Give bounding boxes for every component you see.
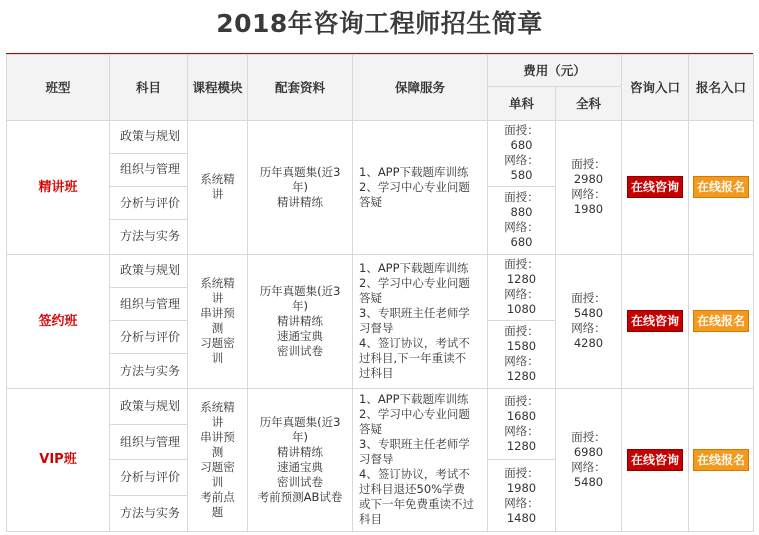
consult-button[interactable]: 在线咨询 (627, 310, 683, 332)
class-name: VIP班 (7, 388, 110, 531)
subject-cell: 政策与规划 (110, 120, 188, 153)
single-price-cell: 面授： 680 网络： 580 (488, 120, 556, 187)
enrollment-table (6, 54, 754, 532)
subject-cell: 分析与评价 (110, 460, 188, 495)
consult-cell (622, 254, 689, 388)
single-price-cell: 面授： 1980 网络： 1480 (488, 460, 556, 532)
subject-cell: 组织与管理 (110, 153, 188, 186)
single-price-cell: 面授： 1680 网络： 1280 (488, 388, 556, 460)
service-cell: 1、APP下载题库训练 2、学习中心专业问题 答疑 3、专职班主任老师学 习督导 4、签订协议，考试不 过科目退还50%学费 或下一年免费重读不过 科目 (353, 388, 488, 531)
subject-cell: 组织与管理 (110, 424, 188, 459)
subject-cell: 政策与规划 (110, 388, 188, 424)
enrollment-table-wrapper (6, 54, 753, 532)
full-price-cell: 面授： 5480 网络： 4280 (556, 254, 622, 388)
header-class-type: 班型 (7, 55, 110, 121)
class-name: 精讲班 (7, 120, 110, 254)
header-module: 课程模块 (188, 55, 248, 121)
materials-cell: 历年真题集(近3 年) 精讲精练 (248, 120, 353, 254)
module-cell: 系统精 讲 (188, 120, 248, 254)
single-price-cell: 面授： 1580 网络： 1280 (488, 321, 556, 389)
signup-button[interactable]: 在线报名 (693, 449, 749, 471)
header-materials: 配套资料 (248, 55, 353, 121)
single-price-cell: 面授： 880 网络： 680 (488, 187, 556, 255)
service-cell: 1、APP下载题库训练 2、学习中心专业问题 答疑 (353, 120, 488, 254)
header-fee: 费用（元） (488, 55, 622, 87)
consult-cell (622, 120, 689, 254)
subject-cell: 分析与评价 (110, 187, 188, 220)
materials-cell: 历年真题集(近3 年) 精讲精练 速通宝典 密训试卷 (248, 254, 353, 388)
header-service: 保障服务 (353, 55, 488, 121)
subject-cell: 分析与评价 (110, 321, 188, 354)
consult-button[interactable]: 在线咨询 (627, 449, 683, 471)
subject-cell: 政策与规划 (110, 254, 188, 287)
subject-cell: 方法与实务 (110, 220, 188, 254)
header-consult: 咨询入口 (622, 55, 689, 121)
header-single: 单科 (488, 87, 556, 120)
consult-button[interactable]: 在线咨询 (627, 176, 683, 198)
subject-cell: 组织与管理 (110, 287, 188, 320)
page-title: 2018年咨询工程师招生简章 (216, 9, 543, 38)
signup-cell (689, 388, 754, 531)
subject-cell: 方法与实务 (110, 354, 188, 388)
full-price-cell: 面授： 2980 网络： 1980 (556, 120, 622, 254)
consult-cell (622, 388, 689, 531)
header-full: 全科 (556, 87, 622, 120)
class-name: 签约班 (7, 254, 110, 388)
module-cell: 系统精 讲 串讲预 测 习题密 训 (188, 254, 248, 388)
signup-cell (689, 254, 754, 388)
header-subject: 科目 (110, 55, 188, 121)
header-signup: 报名入口 (689, 55, 754, 121)
signup-button[interactable]: 在线报名 (693, 176, 749, 198)
materials-cell: 历年真题集(近3 年) 精讲精练 速通宝典 密训试卷 考前预测AB试卷 (248, 388, 353, 531)
signup-button[interactable]: 在线报名 (693, 310, 749, 332)
full-price-cell: 面授： 6980 网络： 5480 (556, 388, 622, 531)
service-cell: 1、APP下载题库训练 2、学习中心专业问题 答疑 3、专职班主任老师学 习督导 4、签订协议，考试不 过科目,下一年重读不 过科目 (353, 254, 488, 388)
subject-cell: 方法与实务 (110, 495, 188, 531)
single-price-cell: 面授： 1280 网络： 1080 (488, 254, 556, 321)
signup-cell (689, 120, 754, 254)
module-cell: 系统精 讲 串讲预 测 习题密 训 考前点 题 (188, 388, 248, 531)
